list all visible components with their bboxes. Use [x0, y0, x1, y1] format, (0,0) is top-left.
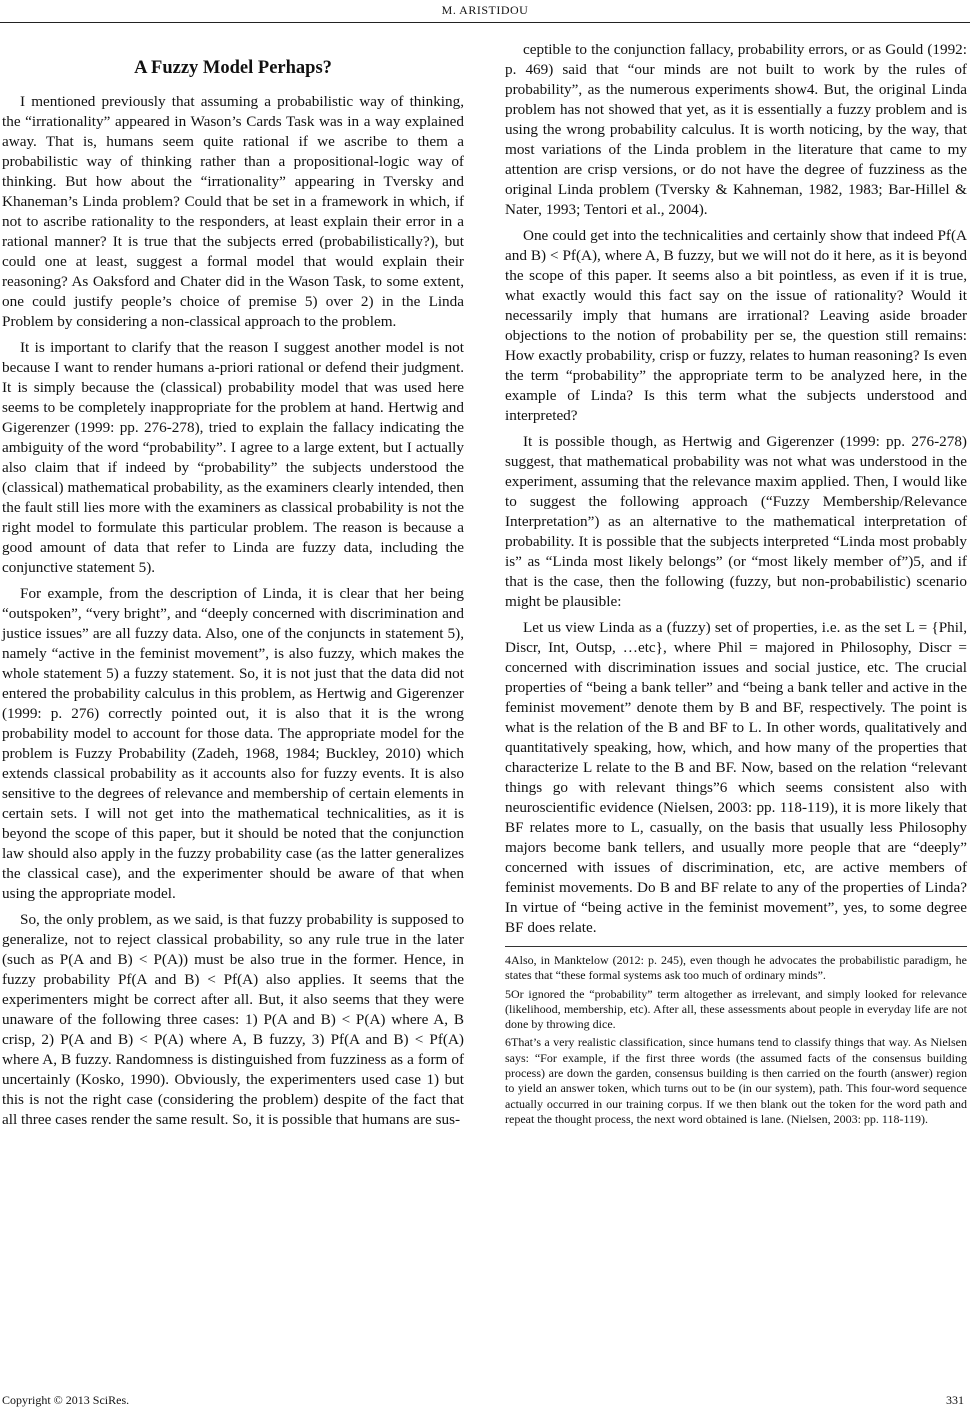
right-column [505, 40, 967, 1130]
section-title: A Fuzzy Model Perhaps? [134, 58, 332, 78]
paragraph: Let us view Linda as a (fuzzy) set of properties, i.e. as the set L = {Phil, Discr, Int, Outsp, …etc}, where Phil = majored in Philosophy, Discr = concerned with discrimination issues and social justice, etc. The crucial properties of “being a bank teller” and “being a bank teller and active in the feminist movement” denote them by B and BF, respectively. The point is what is the relation of the B and BF to L. In other words, qualitatively and quantitatively speaking, how, which, and how many of the properties that characterize L relate to the B and BF. Now, based on the relation “relevant things go with relevant things”6 which seems consistent also with neuroscientific evidence (Nielsen, 2003: pp. 118-119), it is more likely that BF relates more to L, casually, on the basis that usually less Philosophy majors become bank tellers, and usually more people that are “deeply” concerned with issues of discrimination, etc, are active members of feminist movements. Do B and BF relate to any of the properties of Linda? In virtue of “being active in the feminist movement”, yes, to some degree BF does relate. [505, 619, 967, 936]
footnote: 4Also, in Manktelow (2012: p. 245), even though he advocates the probabilistic paradigm, he states that “these formal systems ask too much of ordinary minds”. [505, 953, 967, 983]
paragraph: I mentioned previously that assuming a probabilistic way of thinking, the “irrationality” appeared in Wason’s Cards Task was in a way explained away. That is, humans seem quite rational if we ascribe to them a probabilistic way of thinking rather than a propositional-logic way of thinking. But how about the “irrationality” appearing in Tversky and Khaneman’s Linda problem? Could that be set in a framework in which, if not to ascribe rationality to the responders, at least explain their error in a rational manner? It is true that the subjects erred (probabilistically?), but could one at least, suggest a formal model that would explain their reasoning? As Oaksford and Chater did in the Wason Task, to some extent, one could justify people’s choice of premise 5) over 2) in the Linda Problem by considering a non-classical approach to the problem. [2, 93, 464, 330]
running-header-author: M. ARISTIDOU [441, 3, 529, 17]
footnote: 6That’s a very realistic classification, since humans tend to classify things that way. As Nielsen says: “For example, if the first three words (the assumed facts of the consensus building process) are down the garden, consensus building is then carried on the fourth (answer) region to yield an answer token, which turns out to be (in our system), path. This four-word sequence actually occurred in our training corpus. If we then blank out the token for the word path and repeat the thought process, the next word obtained is lane. (Nielsen, 2003: pp. 118-119). [505, 1035, 967, 1126]
footer-page-number: 331 [946, 1393, 964, 1407]
footer-copyright: Copyright © 2013 SciRes. [2, 1393, 130, 1407]
paragraph: So, the only problem, as we said, is that fuzzy probability is supposed to generalize, not to reject classical probability, so any rule true in the later (such as P(A and B) < P(A)) must be also true in the former. Hence, in fuzzy probability Pf(A and B) < Pf(A) also applies. It seems that the experimenters might be correct after all. But, it also seems that they were unaware of the following three cases: 1) P(A and B) < P(A) where A, B crisp, 2) P(A and B) < P(A) where A, B fuzzy, 3) Pf(A and B) < Pf(A) where A, B fuzzy. Randomness is distinguished from fuzziness as a form of uncertainly (Kosko, 1990). Obviously, the experimenters used case 1) but this is not the right case (considering the problem) despite of the fact that all three cases render the same result. So, it is possible that humans are sus- [2, 911, 464, 1128]
paragraph: It is important to clarify that the reason I suggest another model is not because I want to render humans a-priori rational or defend their judgment. It is simply because the (classical) probability model that was used here seems to be completely inappropriate for the problem at hand. Hertwig and Gigerenzer (1999: pp. 276-278), tried to explain the fallacy indicating the ambiguity of the word “probability”. I agree to a large extent, but I actually also claim that if indeed by “probability” the subjects understood the (classical) mathematical probability, as the examiners clearly intended, then the fault still lies more with the examiners as classical probability is not the right model to formulate this particular problem. The reason is because a good amount of data that refer to Linda are fuzzy data, including the conjunctive statement 5). [2, 339, 464, 576]
paragraph: For example, from the description of Linda, it is clear that her being “outspoken”, “very bright”, and “deeply concerned with discrimination and justice issues” are all fuzzy data. Also, one of the conjuncts in statement 5), namely “active in the feminist movement”, is also fuzzy, which makes the whole statement 5) a fuzzy statement. So, it is not just that the data did not entered the probability calculus in this problem, as Hertwig and Gigerenzer (1999: p. 276) correctly pointed out, it is also that it is the wrong probability model to account for those data. The appropriate model for the problem is Fuzzy Probability (Zadeh, 1968, 1984; Buckley, 2010) which extends classical probability as it accounts also for fuzzy events. It is also sensitive to the degrees of relevance and membership of certain elements in certain sets. I will not get into the mathematical technicalities, as it is beyond the scope of this paper, but it should be noted that the conjunction law should also apply in the fuzzy probability case (as the latter generalizes the classical case), and the experimenter should be aware of that when using the appropriate model. [2, 585, 464, 902]
footnote-rule [505, 946, 967, 947]
paragraph: ceptible to the conjunction fallacy, probability errors, or as Gould (1992: p. 469) said that “our minds are not built to work by the rules of probability”, as the numerous experiments show4. But, the original Linda problem has not showed that yet, as it is essentially a fuzzy problem and is using the wrong probability calculus. It is worth noticing, by the way, that most variations of the Linda problem in the literature that came to my attention are crisp versions, or do not have the degree of fuzziness as the original Linda problem (Tversky & Kahneman, 1982, 1983; Bar-Hillel & Nater, 1993; Tentori et al., 2004). [505, 41, 967, 218]
footnotes [505, 953, 967, 1127]
left-column [2, 92, 464, 1136]
header-rule [0, 22, 970, 23]
footnote: 5Or ignored the “probability” term altogether as irrelevant, and simply looked for relevance (likelihood, membership, etc). After all, these assessments about people in everyday life are not done by throwing dice. [505, 986, 967, 1032]
paragraph: One could get into the technicalities and certainly show that indeed Pf(A and B) < Pf(A), where A, B fuzzy, but we will not do it here, as it is beyond the scope of this paper. It seems also a bit pointless, as even if it is true, what exactly would this fact say on the issue of rationality? Would it necessarily imply that humans are irrational? Leaving aside broader objections to the notion of probability per se, the question still remains: How exactly probability, crisp or fuzzy, relates to human reasoning? Is even the term “probability” the appropriate term to be analyzed here, in the example of Linda? Is this term what the subjects understood and interpreted? [505, 227, 967, 424]
paragraph: It is possible though, as Hertwig and Gigerenzer (1999: pp. 276-278) suggest, that mathematical probability was not what was understood in the experiment, assuming that the relevance maxim applied. Then, I would like to suggest the following approach (“Fuzzy Membership/Relevance Interpretation”) as an alternative to the mathematical interpretation of probability. It is possible that the subjects interpreted “Linda most probably is” as “Linda most likely belongs” (or “most likely member of”)5, and if that is the case, then the following (fuzzy, but non-probabilistic) scenario might be plausible: [505, 433, 967, 610]
